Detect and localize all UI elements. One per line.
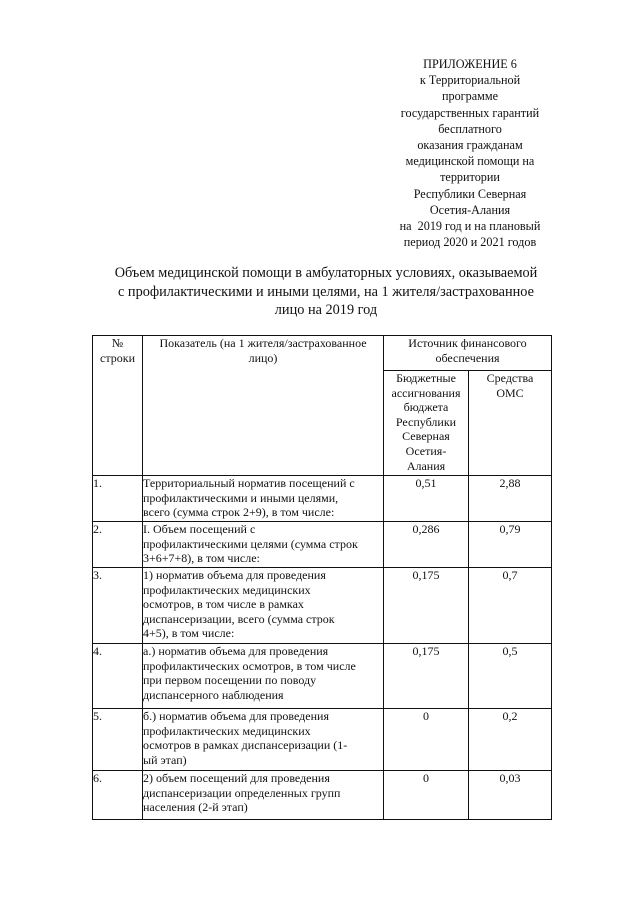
title-line: лицо на 2019 год [274, 302, 378, 318]
table-row [93, 476, 552, 522]
table-row [93, 644, 552, 709]
row-indicator: б.) норматив объема для проведения профилактических медицинских осмотров в рамках диспансеризации (1- ый этап) [143, 709, 384, 771]
row-number: 6. [93, 771, 143, 820]
row-number: 1. [93, 476, 143, 522]
table-row [93, 771, 552, 820]
row-oms-value: 0,03 [469, 771, 552, 820]
row-budget-value: 0,51 [384, 476, 469, 522]
appendix-line: программе [441, 89, 499, 104]
title-line: Объем медицинской помощи в амбулаторных условиях, оказываемой [114, 265, 538, 281]
row-oms-value: 0,7 [469, 568, 552, 644]
appendix-line: ПРИЛОЖЕНИЕ 6 [423, 57, 517, 71]
row-budget-value: 0 [384, 771, 469, 820]
header-row [93, 336, 552, 371]
appendix-line: медицинской помощи на [405, 154, 535, 169]
row-budget-value: 0,286 [384, 522, 469, 568]
appendix-line: на 2019 год и на плановый [399, 219, 541, 234]
appendix-line: государственных гарантий [400, 105, 540, 120]
appendix-line: бесплатного [438, 121, 502, 136]
header-row-number: № строки [93, 336, 143, 476]
row-oms-value: 0,2 [469, 709, 552, 771]
row-budget-value: 0,175 [384, 568, 469, 644]
header-funding-source: Источник финансового обеспечения [384, 336, 552, 371]
appendix-line: Республики Северная [413, 186, 527, 201]
appendix-line: период 2020 и 2021 годов [403, 235, 537, 250]
row-number: 5. [93, 709, 143, 771]
title-line: с профилактическими и иными целями, на 1 жителя/застрахованное [118, 283, 534, 300]
table-row [93, 522, 552, 568]
row-indicator: 2) объем посещений для проведения диспансеризации определенных групп населения (2-й этап) [143, 771, 384, 820]
row-budget-value: 0,175 [384, 644, 469, 709]
row-number: 3. [93, 568, 143, 644]
row-indicator: 1) норматив объема для проведения профилактических медицинских осмотров, в том числе в рамках диспансеризации, всего (сумма строк 4+5), в том числе: [143, 568, 384, 644]
appendix-line: территории [440, 170, 500, 185]
header-indicator: Показатель (на 1 жителя/застрахованное лицо) [143, 336, 384, 476]
appendix-line: к Территориальной [419, 73, 521, 88]
appendix-line: Осетия-Алания [429, 202, 511, 217]
document-title [92, 264, 560, 320]
appendix-block [388, 56, 552, 250]
row-oms-value: 0,79 [469, 522, 552, 568]
header-oms: Средства ОМС [469, 371, 552, 476]
row-indicator: Территориальный норматив посещений с профилактическими и иными целями, всего (сумма строк 2+9), в том числе: [143, 476, 384, 522]
table-row [93, 568, 552, 644]
row-indicator: а.) норматив объема для проведения профилактических осмотров, в том числе при первом посещении по поводу диспансерного наблюдения [143, 644, 384, 709]
volume-table [92, 335, 552, 820]
appendix-line: оказания гражданам [417, 138, 523, 153]
row-oms-value: 0,5 [469, 644, 552, 709]
row-number: 4. [93, 644, 143, 709]
row-oms-value: 2,88 [469, 476, 552, 522]
row-budget-value: 0 [384, 709, 469, 771]
row-number: 2. [93, 522, 143, 568]
header-budget: Бюджетные ассигнования бюджета Республики Северная Осетия- Алания [384, 371, 469, 476]
row-indicator: I. Объем посещений с профилактическими целями (сумма строк 3+6+7+8), в том числе: [143, 522, 384, 568]
table-row [93, 709, 552, 771]
